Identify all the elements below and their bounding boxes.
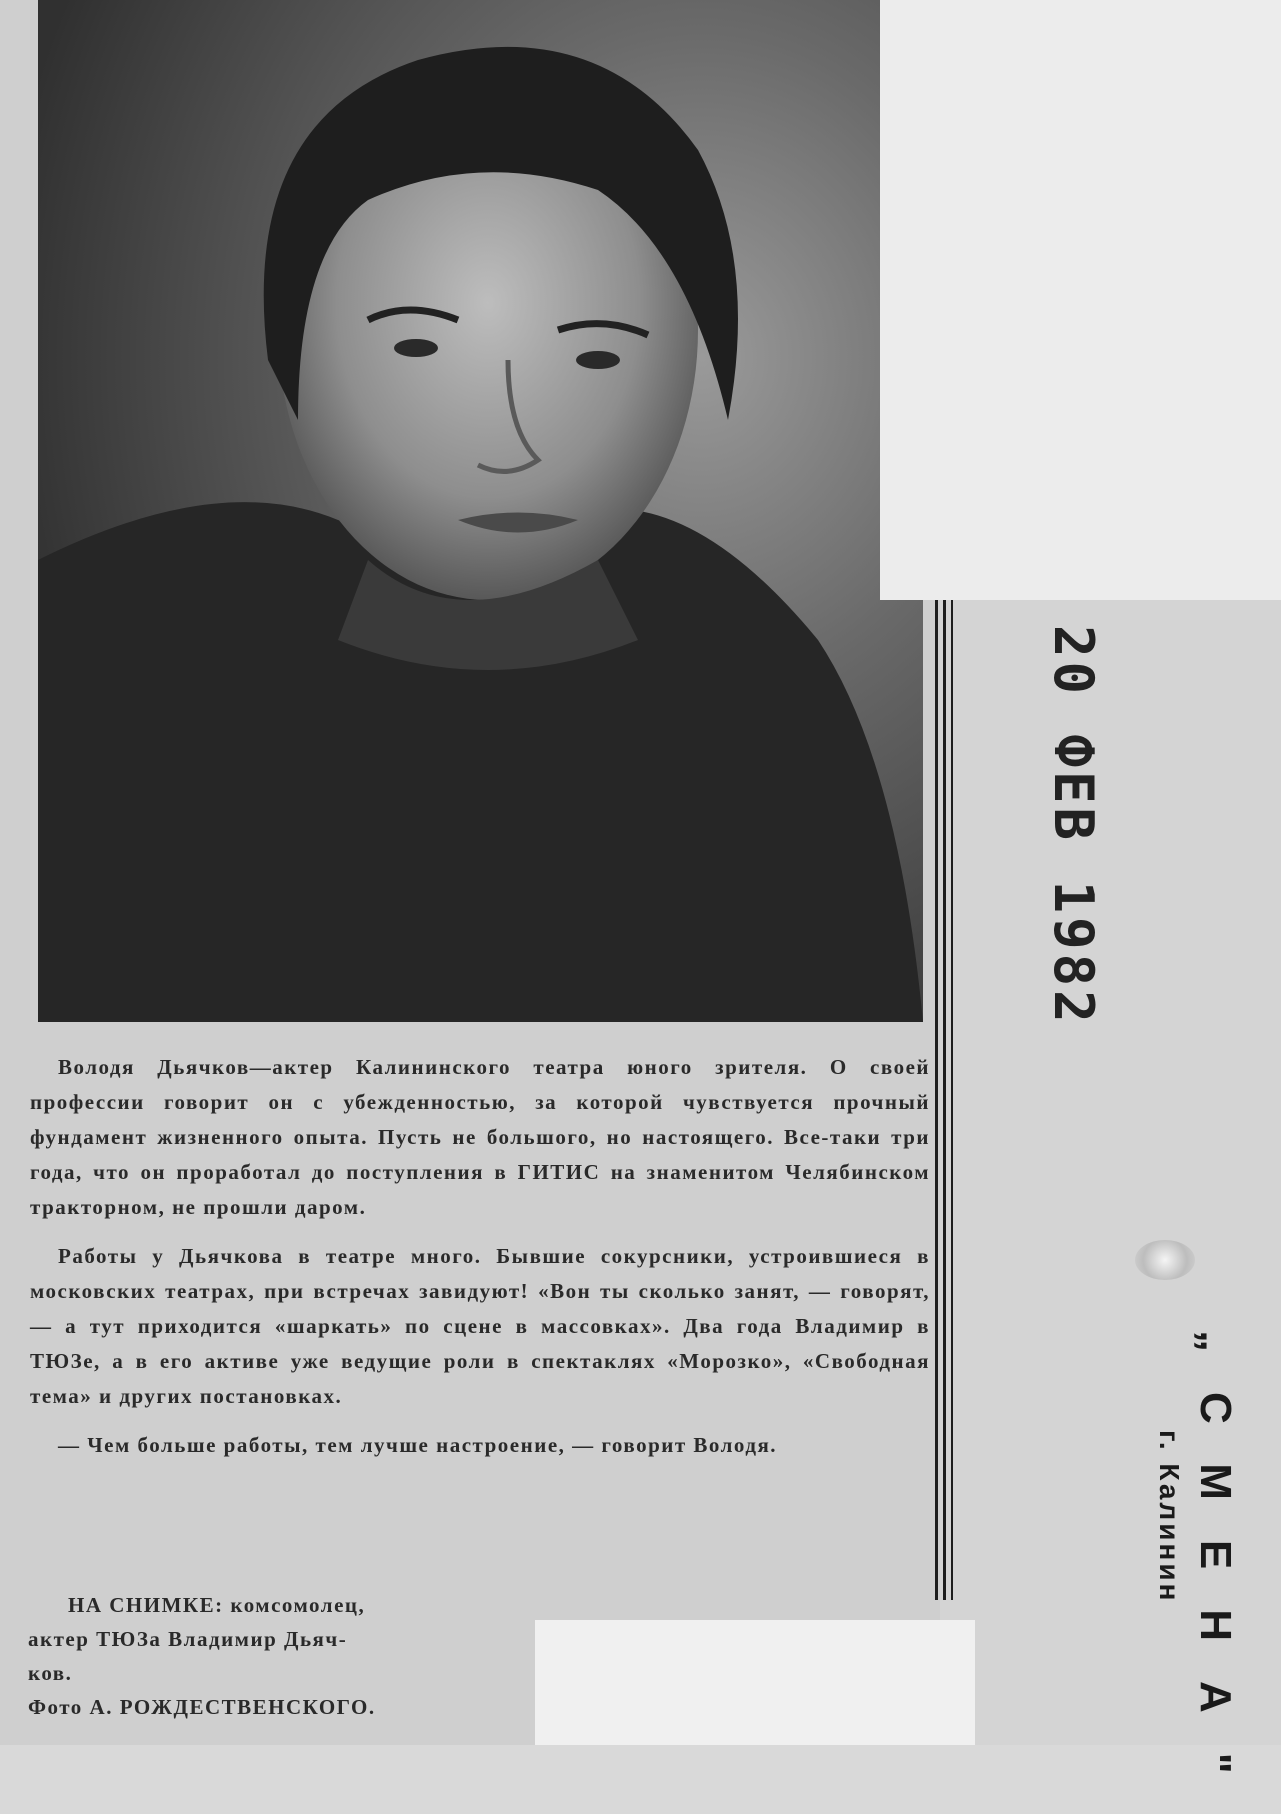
newspaper-city: г. Калинин (1154, 1430, 1185, 1604)
newspaper-name: „СМЕНА" (1191, 1330, 1240, 1814)
caption-line: ков. (28, 1661, 73, 1685)
ink-blot (1135, 1240, 1195, 1280)
column-rule (943, 600, 946, 1600)
paper-backing-bottom (535, 1620, 975, 1745)
column-rule (951, 600, 953, 1600)
article-paragraph: Работы у Дьячкова в театре много. Бывшие сокурсники, устроившиеся в московских театрах, при встречах завидуют! «Вон ты сколько занят, — говорят, — а тут приходится «шаркать» по сцене в массовках». Два года Владимир в ТЮЗе, а в его активе уже ведущие роли в спектаклях «Морозко», «Свободная тема» и других постановках. (30, 1244, 930, 1408)
date-stamp: 20 ФЕВ 1982 (1042, 625, 1105, 1027)
portrait-illustration (38, 0, 923, 1022)
article-text (30, 1050, 930, 1477)
caption-line: НА СНИМКЕ: комсомолец, (68, 1593, 366, 1617)
column-rule (935, 600, 938, 1600)
paper-backing (880, 0, 1281, 600)
article-paragraph: Володя Дьячков—актер Калининского театра юного зрителя. О своей профессии говорит он с убежденностью, за которой чувствуется прочный фундамент жизненного опыта. Пусть не большого, но настоящего. Все-таки три года, что он проработал до поступления в ГИТИС на знаменитом Челябинском тракторном, не прошли даром. (30, 1055, 930, 1219)
portrait-photo (38, 0, 923, 1022)
article-paragraph: — Чем больше работы, тем лучше настроение, — говорит Володя. (58, 1433, 778, 1457)
photo-credit: Фото А. РОЖДЕСТВЕНСКОГО. (28, 1695, 376, 1719)
caption-line: актер ТЮЗа Владимир Дьяч- (28, 1627, 348, 1651)
photo-caption (28, 1588, 498, 1724)
